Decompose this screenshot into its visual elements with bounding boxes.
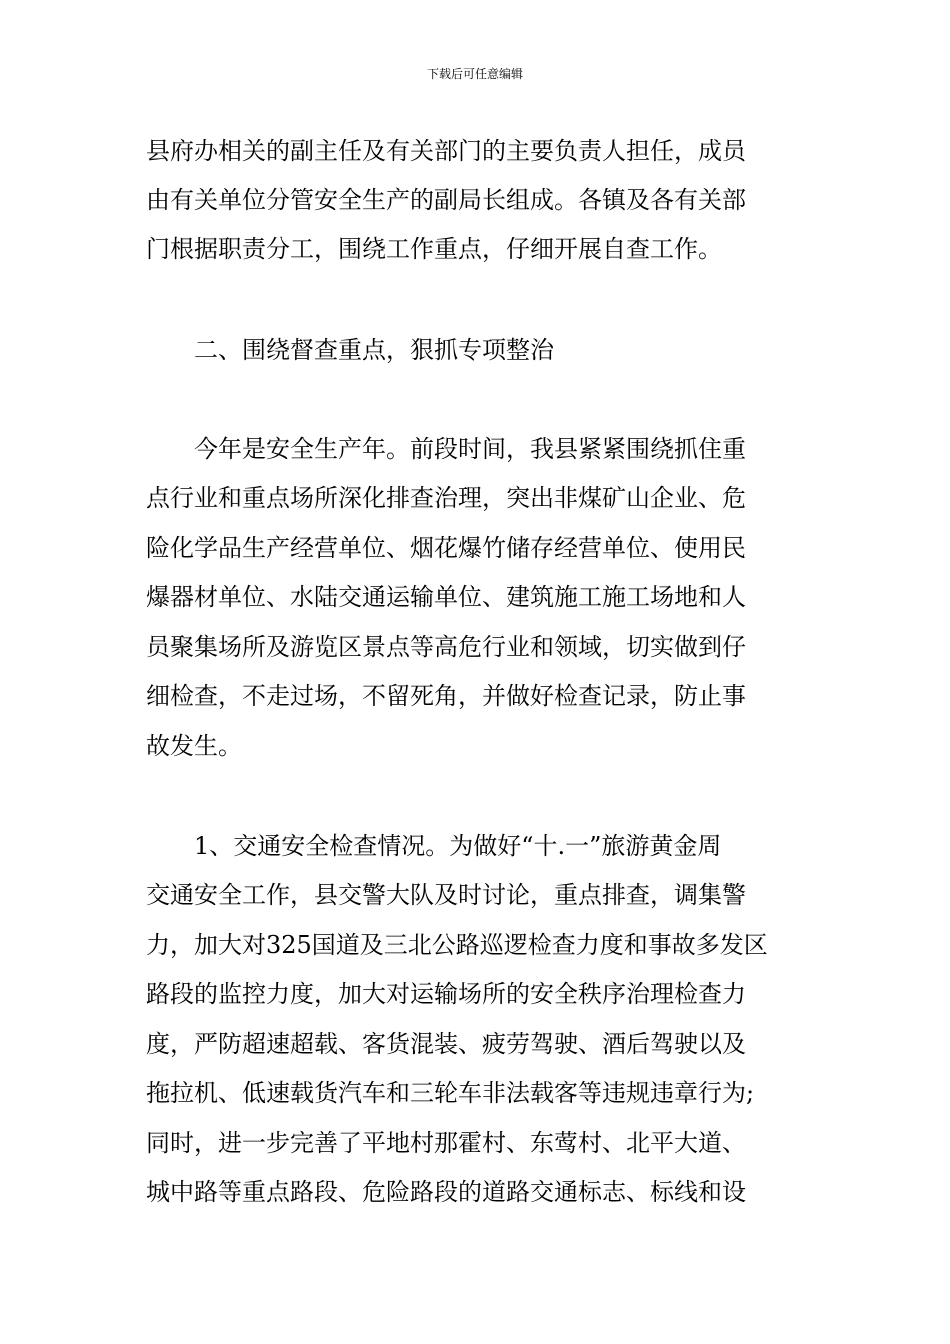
body-line-8: 爆器材单位、水陆交通运输单位、建筑施工施工场地和人 [146,583,746,611]
body-line-14: 力，加大对325国道及三北公路巡逻检查力度和事故多发区 [146,931,768,959]
body-line-11: 故发生。 [146,732,242,760]
body-line-13: 交通安全工作，县交警大队及时讨论，重点排查，调集警 [146,881,746,909]
body-line-1: 县府办相关的副主任及有关部门的主要负责人担任，成员 [146,137,746,165]
body-line-2: 由有关单位分管安全生产的副局长组成。各镇及各有关部 [146,186,746,214]
body-line-7: 险化学品生产经营单位、烟花爆竹储存经营单位、使用民 [146,534,746,562]
body-line-3: 门根据职责分工，围绕工作重点，仔细开展自查工作。 [146,235,722,263]
body-line-18: 同时，进一步完善了平地村那霍村、东莺村、北平大道、 [146,1129,746,1157]
body-line-5: 今年是安全生产年。前段时间，我县紧紧围绕抓住重 [194,435,746,463]
body-line-9: 员聚集场所及游览区景点等高危行业和领域，切实做到仔 [146,633,746,661]
body-line-10: 细检查，不走过场，不留死角，并做好检查记录，防止事 [146,682,746,710]
body-line-15: 路段的监控力度，加大对运输场所的安全秩序治理检查力 [146,980,746,1008]
section-heading: 二、围绕督查重点，狠抓专项整治 [194,336,554,364]
body-line-19: 城中路等重点路段、危险路段的道路交通标志、标线和设 [146,1178,746,1206]
body-line-16: 度，严防超速超载、客货混装、疲劳驾驶、酒后驾驶以及 [146,1030,746,1058]
page-header: 下载后可任意编辑 [426,67,523,81]
body-line-17: 拖拉机、低速载货汽车和三轮车非法载客等违规违章行为; [146,1079,755,1107]
body-line-12: 1、交通安全检查情况。为做好“十.一”旅游黄金周 [194,832,722,860]
body-line-6: 点行业和重点场所深化排查治理，突出非煤矿山企业、危 [146,484,746,512]
